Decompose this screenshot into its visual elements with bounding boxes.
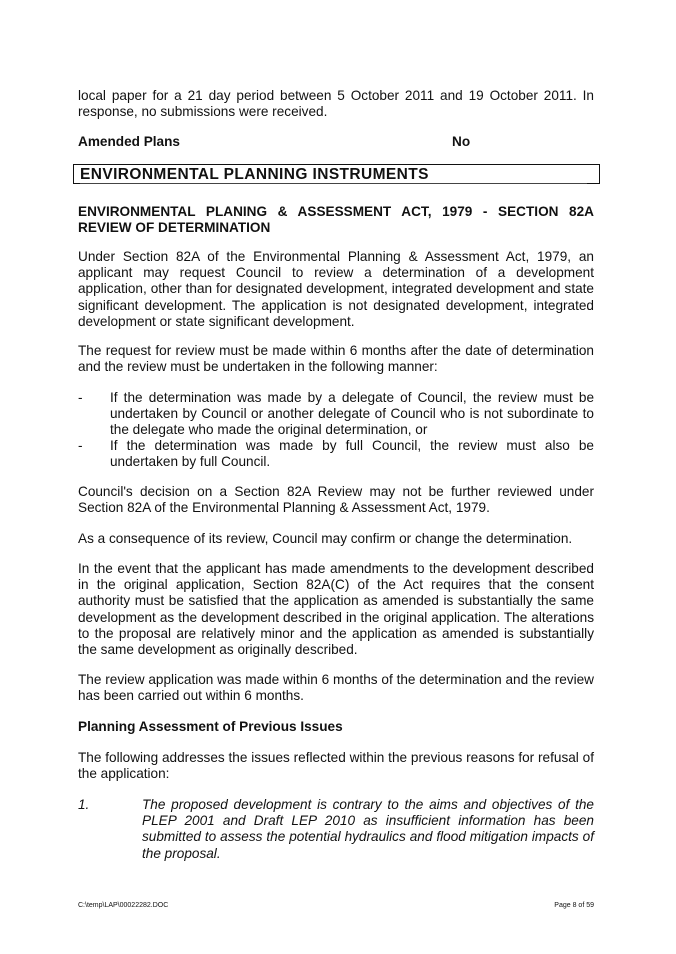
section-title: ENVIRONMENTAL PLANNING INSTRUMENTS bbox=[80, 166, 429, 183]
bullet-text: If the determination was made by full Council, the review must also be undertaken by full Council. bbox=[110, 438, 594, 470]
assessment-heading: Planning Assessment of Previous Issues bbox=[78, 719, 343, 734]
section-heading-box bbox=[73, 164, 600, 184]
item-number: 1. bbox=[78, 797, 90, 812]
footer-page-number: Page 8 of 59 bbox=[554, 902, 594, 909]
consequence-paragraph: As a consequence of its review, Council may confirm or change the determination. bbox=[78, 531, 573, 546]
intro-paragraph: local paper for a 21 day period between 5 October 2011 and 19 October 2011. In response, no submissions were received. bbox=[78, 88, 594, 120]
item-text: The proposed development is contrary to the aims and objectives of the PLEP 2001 and Draft LEP 2010 as insufficient information has been submitted to assess the potential hydraulics and flood mitigation impacts of the proposal. bbox=[142, 797, 594, 861]
act-heading: ENVIRONMENTAL PLANING & ASSESSMENT ACT, 1979 - SECTION 82A REVIEW OF DETERMINATION bbox=[78, 204, 594, 236]
footer-file-path: C:\temp\LAP\00022282.DOC bbox=[78, 902, 169, 909]
bullet-marker: - bbox=[78, 390, 83, 405]
bullet-marker: - bbox=[78, 438, 83, 453]
amended-plans-label: Amended Plans bbox=[78, 134, 180, 149]
amendments-paragraph: In the event that the applicant has made amendments to the development described in the original application, Section 82A(C) of the Act requires that the consent authority must be satisfied that the application as amended is substantially the same development as the development described in the original application. The alterations to the proposal are relatively minor and the application as amended is substantially the same development as originally described. bbox=[78, 561, 594, 658]
further-review-paragraph: Council's decision on a Section 82A Review may not be further reviewed under Section 82A of the Environmental Planning & Assessment Act, 1979. bbox=[78, 484, 594, 516]
section-82a-paragraph: Under Section 82A of the Environmental Planning & Assessment Act, 1979, an applicant may request Council to review a determination of a development application, other than for designated development, integrated development and state significant development. The application is not designated development, integrated development or state significant development. bbox=[78, 249, 594, 329]
bullet-text: If the determination was made by a delegate of Council, the review must be undertaken by Council or another delegate of Council who is not subordinate to the delegate who made the original determination, or bbox=[110, 390, 594, 438]
timing-paragraph: The review application was made within 6 months of the determination and the review has been carried out within 6 months. bbox=[78, 672, 594, 704]
review-request-paragraph: The request for review must be made within 6 months after the date of determination and the review must be undertaken in the following manner: bbox=[78, 343, 594, 375]
issues-intro-paragraph: The following addresses the issues reflected within the previous reasons for refusal of the application: bbox=[78, 750, 594, 782]
amended-plans-value: No bbox=[452, 134, 471, 149]
section-underline bbox=[80, 183, 587, 184]
